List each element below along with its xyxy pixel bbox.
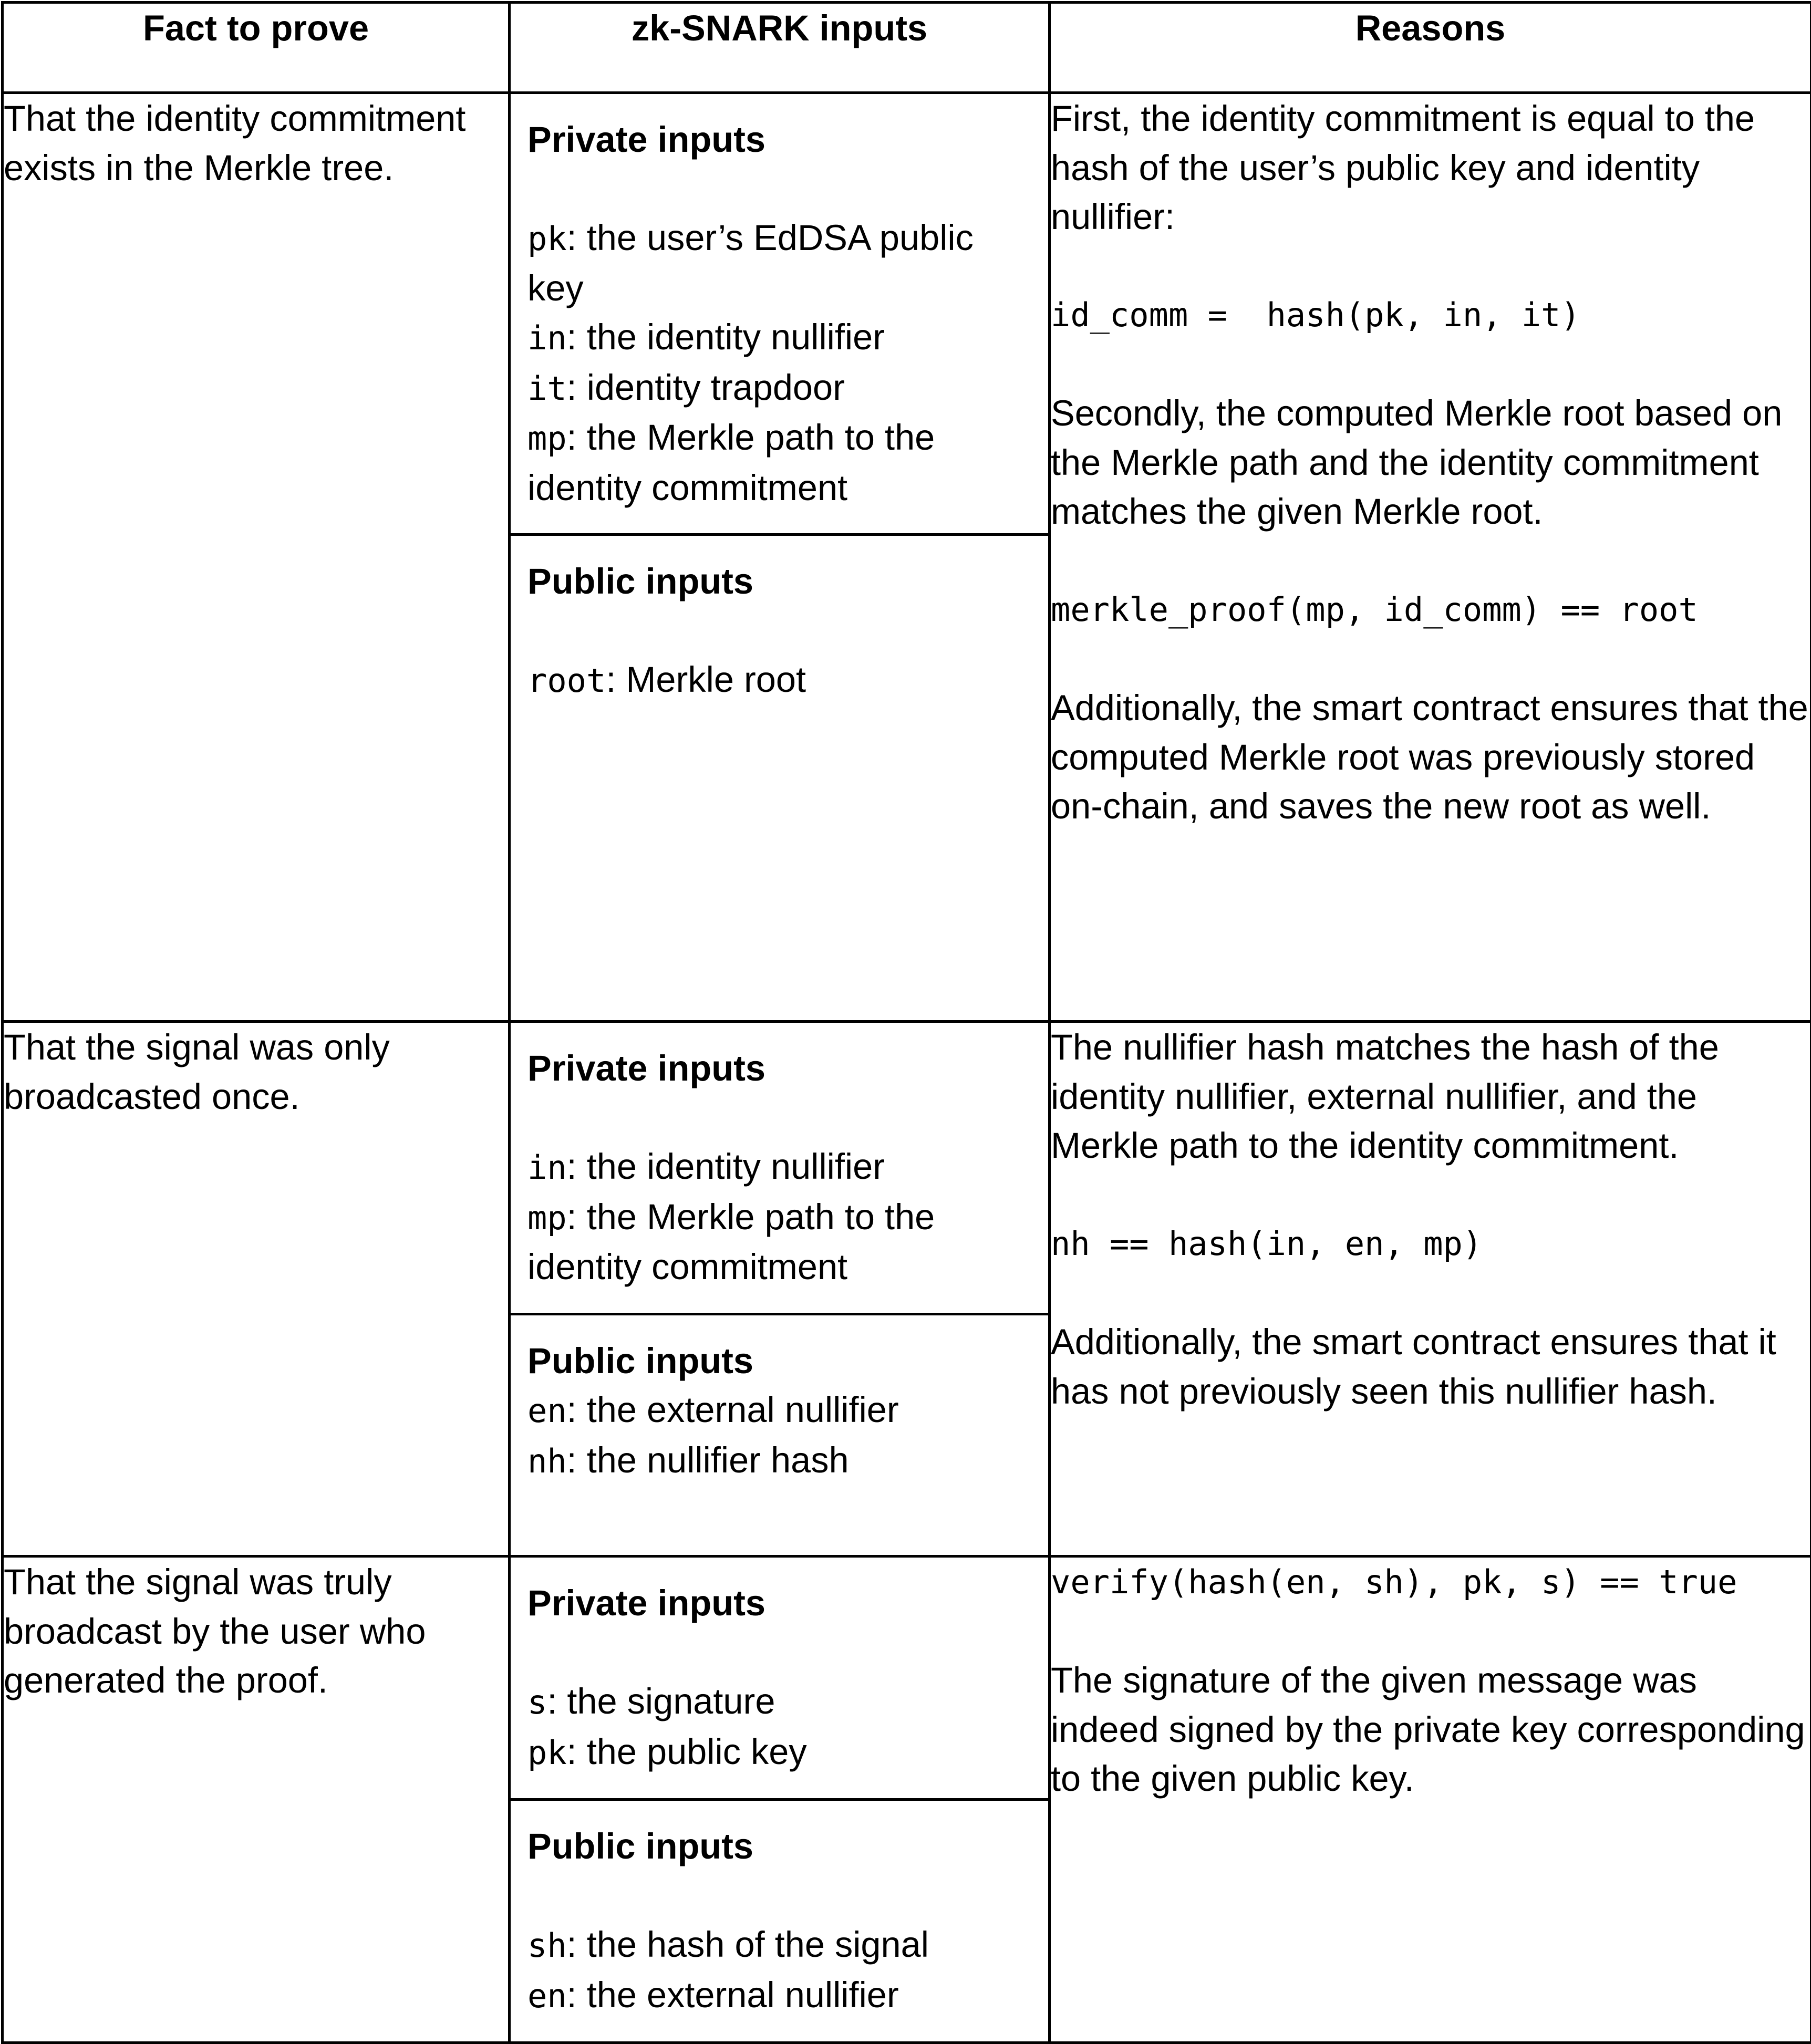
- reasons-cell: [1050, 93, 1811, 1022]
- reason-paragraph: The signature of the given message was indeed signed by the private key corresponding to the given public key.: [1051, 1656, 1810, 1803]
- input-variable: nh: [527, 1442, 567, 1480]
- reason-paragraph: The nullifier hash matches the hash of the identity nullifier, external nullifier, and the Merkle path to the identity commitment.: [1051, 1023, 1810, 1170]
- input-item: [527, 213, 1038, 313]
- reason-paragraph: Additionally, the smart contract ensures that the computed Merkle root was previously stored on-chain, and saves the new root as well.: [1051, 683, 1810, 831]
- header-fact-to-prove: Fact to prove: [3, 3, 510, 93]
- private-inputs-section: [511, 94, 1048, 533]
- private-inputs-title: Private inputs: [527, 1579, 1038, 1628]
- header-zk-snark-inputs: zk-SNARK inputs: [510, 3, 1050, 93]
- zk-snark-facts-table: [1, 1, 1811, 2044]
- input-variable: s: [527, 1683, 547, 1721]
- table-row-identity-commitment: [3, 93, 1811, 1022]
- inputs-cell: [510, 1022, 1050, 1557]
- reasons-cell: [1050, 1022, 1811, 1557]
- input-item: [527, 313, 1038, 363]
- input-description: : the signature: [547, 1681, 775, 1721]
- reason-code: verify(hash(en, sh), pk, s) == true: [1051, 1558, 1810, 1607]
- input-variable: en: [527, 1977, 567, 2015]
- input-item: [527, 1727, 1038, 1778]
- input-variable: it: [527, 369, 567, 408]
- input-variable: sh: [527, 1926, 567, 1965]
- input-item: [527, 413, 1038, 512]
- input-description: : identity trapdoor: [567, 367, 845, 408]
- input-item: [527, 1142, 1038, 1192]
- input-variable: pk: [527, 220, 567, 258]
- input-description: : the external nullifier: [567, 1389, 899, 1430]
- input-item: [527, 655, 1038, 705]
- header-row: [3, 3, 1811, 93]
- private-inputs-section: [511, 1023, 1048, 1313]
- reason-paragraph: First, the identity commitment is equal to the hash of the user’s public key and identity nullifier:: [1051, 94, 1810, 242]
- input-description: : the identity nullifier: [567, 317, 885, 357]
- inputs-cell: [510, 93, 1050, 1022]
- input-item: [527, 363, 1038, 413]
- fact-cell: That the signal was truly broadcast by the user who generated the proof.: [3, 1557, 510, 2043]
- input-item: [527, 1970, 1038, 2021]
- reason-paragraph: Additionally, the smart contract ensures that it has not previously seen this nullifier hash.: [1051, 1317, 1810, 1416]
- public-inputs-title: Public inputs: [527, 1822, 1038, 1871]
- input-item: [527, 1385, 1038, 1436]
- input-item: [527, 1192, 1038, 1292]
- input-variable: mp: [527, 419, 567, 458]
- input-description: : the Merkle path to the identity commitment: [527, 417, 935, 508]
- input-variable: root: [527, 661, 606, 700]
- input-variable: in: [527, 319, 567, 357]
- input-variable: in: [527, 1148, 567, 1187]
- reasons-cell: [1050, 1557, 1811, 2043]
- input-item: [527, 1677, 1038, 1727]
- public-inputs-section: [511, 1798, 1048, 2041]
- input-description: : the hash of the signal: [567, 1924, 929, 1965]
- fact-cell: That the identity commitment exists in the Merkle tree.: [3, 93, 510, 1022]
- private-inputs-title: Private inputs: [527, 115, 1038, 164]
- input-variable: pk: [527, 1734, 567, 1772]
- table-row-signal-by-user: [3, 1557, 1811, 2043]
- input-description: : the nullifier hash: [567, 1440, 849, 1480]
- inputs-cell: [510, 1557, 1050, 2043]
- private-inputs-section: [511, 1558, 1048, 1798]
- input-description: : the user’s EdDSA public key: [527, 217, 974, 308]
- input-description: : the identity nullifier: [567, 1146, 885, 1187]
- input-description: : the Merkle path to the identity commitment: [527, 1197, 935, 1288]
- input-description: : the external nullifier: [567, 1975, 899, 2015]
- input-description: : Merkle root: [606, 659, 806, 700]
- input-description: : the public key: [567, 1731, 807, 1772]
- public-inputs-title: Public inputs: [527, 1336, 1038, 1386]
- reason-paragraph: Secondly, the computed Merkle root based on the Merkle path and the identity commitment matches the given Merkle root.: [1051, 389, 1810, 536]
- header-reasons: Reasons: [1050, 3, 1811, 93]
- reason-code: nh == hash(in, en, mp): [1051, 1219, 1810, 1269]
- fact-cell: That the signal was only broadcasted once.: [3, 1022, 510, 1557]
- input-variable: mp: [527, 1199, 567, 1237]
- reason-code: id_comm = hash(pk, in, it): [1051, 290, 1810, 340]
- input-item: [527, 1436, 1038, 1486]
- public-inputs-section: [511, 533, 1048, 1020]
- input-item: [527, 1920, 1038, 1970]
- reason-code: merkle_proof(mp, id_comm) == root: [1051, 585, 1810, 635]
- input-variable: en: [527, 1392, 567, 1430]
- private-inputs-title: Private inputs: [527, 1044, 1038, 1093]
- public-inputs-section: [511, 1313, 1048, 1555]
- table-row-signal-once: [3, 1022, 1811, 1557]
- public-inputs-title: Public inputs: [527, 557, 1038, 606]
